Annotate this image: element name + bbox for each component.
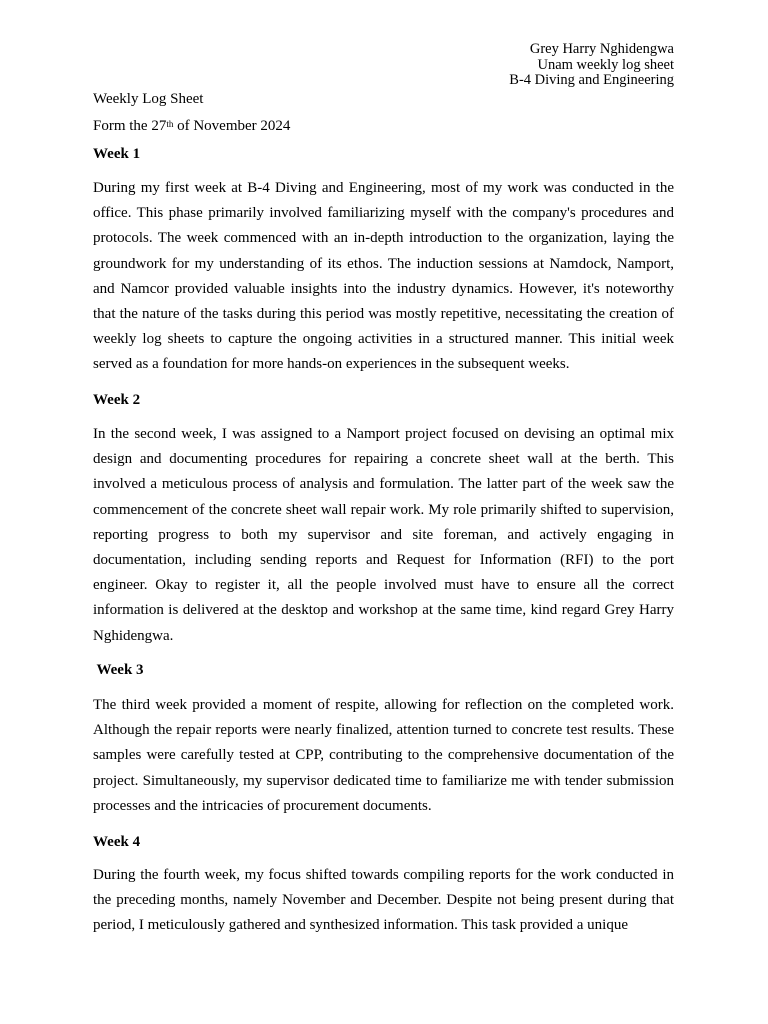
- week-4-heading: Week 4: [93, 834, 141, 850]
- date-suffix: of November 2024: [173, 118, 291, 134]
- document-date-line: [93, 117, 290, 135]
- date-prefix: Form the 27: [93, 118, 167, 134]
- document-header: [93, 42, 674, 89]
- author-name: Grey Harry Nghidengwa: [529, 41, 674, 57]
- company-name: B-4 Diving and Engineering: [509, 72, 674, 88]
- week-1-paragraph: During my first week at B-4 Diving and Engineering, most of my work was conducted in the office. This phase primarily involved familiarizing myself with the company's procedures and protocols. The week commenced with an in-depth introduction to the organization, laying the groundwork for my understanding of its ethos. The induction sessions at Namdock, Namport, and Namcor provided valuable insights into the industry dynamics. However, it's noteworthy that the nature of the tasks during this period was mostly repetitive, necessitating the creation of weekly log sheets to capture the ongoing activities in a structured manner. This initial week served as a foundation for more hands-on experiences in the subsequent weeks.: [93, 180, 674, 373]
- week-3-heading: Week 3: [93, 662, 144, 678]
- document-type: Unam weekly log sheet: [537, 56, 674, 73]
- week-3-paragraph: The third week provided a moment of respite, allowing for reflection on the completed work. Although the repair reports were nearly finalized, attention turned to concrete test results. These samples were carefully tested at CPP, contributing to the comprehensive documentation of the project. Simultaneously, my supervisor dedicated time to familiarize me with tender submission processes and the intricacies of procurement documents.: [93, 697, 674, 814]
- document-title: Weekly Log Sheet: [93, 91, 204, 107]
- week-4-paragraph: During the fourth week, my focus shifted towards compiling reports for the work conducted in the preceding months, namely November and December. Despite not being present during that period, I meticulously gathered and synthesized information. This task provided a unique: [93, 867, 674, 934]
- date-superscript: th: [166, 119, 174, 129]
- week-2-heading: Week 2: [93, 392, 141, 408]
- week-1-heading: Week 1: [93, 146, 141, 162]
- week-2-paragraph: In the second week, I was assigned to a Namport project focused on devising an optimal mix design and documenting procedures for repairing a concrete sheet wall at the berth. This involved a meticulous process of analysis and formulation. The latter part of the week saw the commencement of the concrete sheet wall repair work. My role primarily shifted to supervision, reporting progress to both my supervisor and site foreman, and actively engaging in documentation, including sending reports and Request for Information (RFI) to the port engineer. Okay to register it, all the people involved must have to ensure all the correct information is delivered at the desktop and workshop at the same time, kind regard Grey Harry Nghidengwa.: [93, 426, 674, 644]
